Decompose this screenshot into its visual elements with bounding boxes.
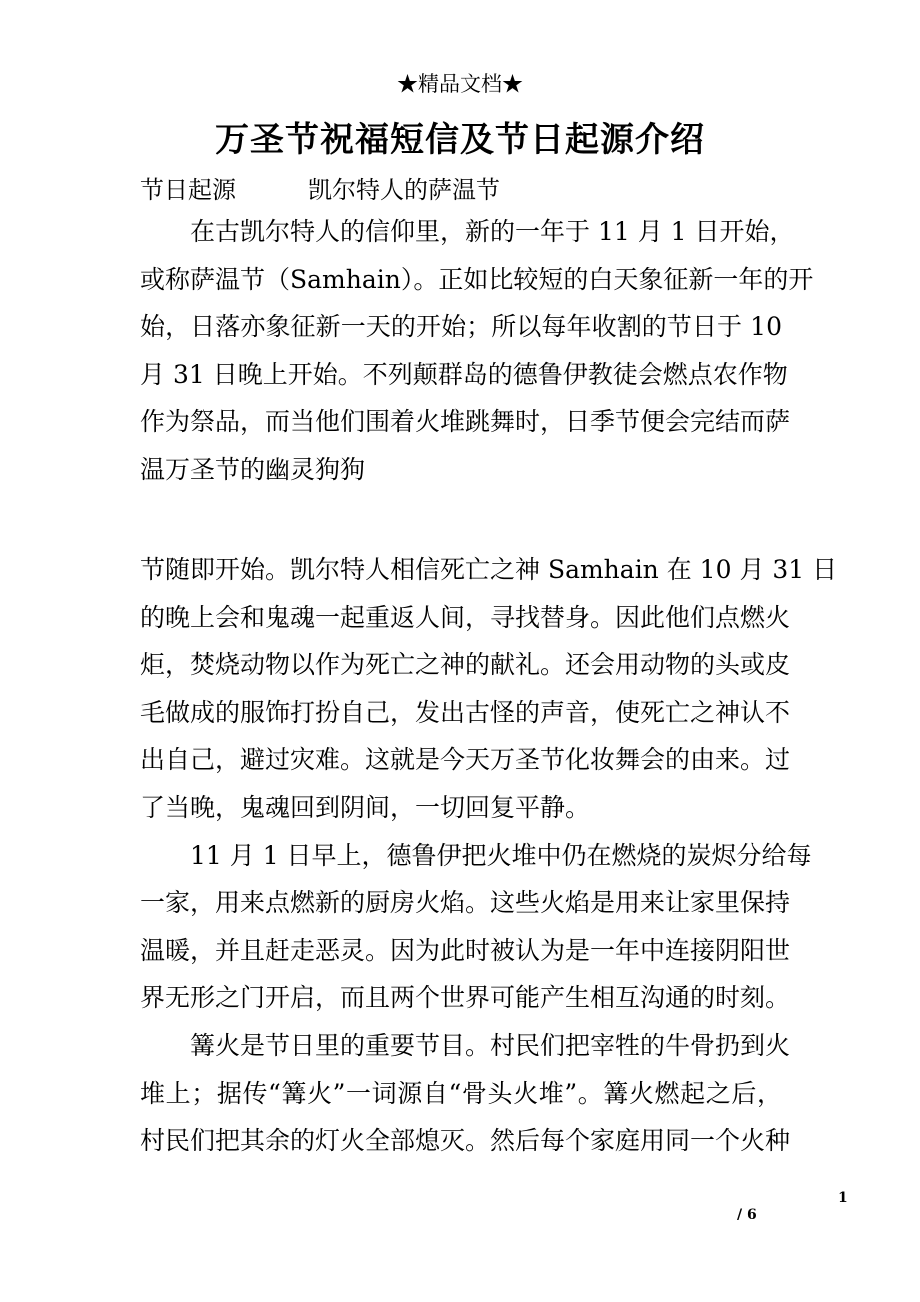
text-line: 了当晚，鬼魂回到阴间，一切回复平静。 <box>140 792 591 822</box>
paragraph-block-1 <box>140 208 814 494</box>
text-line: 作为祭品，而当他们围着火堆跳舞时，日季节便会完结而萨 <box>140 407 791 437</box>
text-line: 始，日落亦象征新一天的开始；所以每年收割的节日于 10 <box>140 312 782 342</box>
text-line: 月 31 日晚上开始。不列颠群岛的德鲁伊教徒会燃点农作物 <box>140 359 788 389</box>
text-line: 节随即开始。凯尔特人相信死亡之神 Samhain 在 10 月 31 日 <box>140 555 838 584</box>
text-line: 温暖，并且赶走恶灵。因为此时被认为是一年中连接阴阳世 <box>140 935 791 965</box>
text-line: 在古凯尔特人的信仰里，新的一年于 11 月 1 日开始， <box>190 217 795 246</box>
text-line: 界无形之门开启，而且两个世界可能产生相互沟通的时刻。 <box>140 983 791 1013</box>
text-line: 篝火是节日里的重要节目。村民们把宰牲的牛骨扔到火 <box>190 1030 791 1060</box>
text-line: 毛做成的服饰打扮自己，发出古怪的声音，使死亡之神认不 <box>140 697 791 727</box>
section-subheading: 节日起源 凯尔特人的萨温节 <box>140 176 500 204</box>
text-line: 炬，焚烧动物以作为死亡之神的献礼。还会用动物的头或皮 <box>140 650 791 680</box>
text-line: 或称萨温节（Samhain）。正如比较短的白天象征新一年的开 <box>140 264 814 294</box>
text-line: 出自己，避过灾难。这就是今天万圣节化妆舞会的由来。过 <box>140 745 791 775</box>
page-number: 1 <box>838 1190 848 1206</box>
text-line: 的晚上会和鬼魂一起重返人间，寻找替身。因此他们点燃火 <box>140 602 791 632</box>
page-total: / 6 <box>737 1207 757 1223</box>
document-banner: ★精品文档★ <box>397 72 523 96</box>
text-line: 一家，用来点燃新的厨房火焰。这些火焰是用来让家里保持 <box>140 888 791 918</box>
text-line: 11 月 1 日早上，德鲁伊把火堆中仍在燃烧的炭烬分给每 <box>190 840 812 870</box>
paragraph-block-2 <box>140 546 838 1165</box>
document-title: 万圣节祝福短信及节日起源介绍 <box>215 120 705 160</box>
text-line: 堆上；据传“篝火”一词源自“骨头火堆”。篝火燃起之后， <box>140 1078 782 1108</box>
text-line: 村民们把其余的灯火全部熄灭。然后每个家庭用同一个火种 <box>140 1126 791 1156</box>
text-line: 温万圣节的幽灵狗狗 <box>140 454 366 484</box>
